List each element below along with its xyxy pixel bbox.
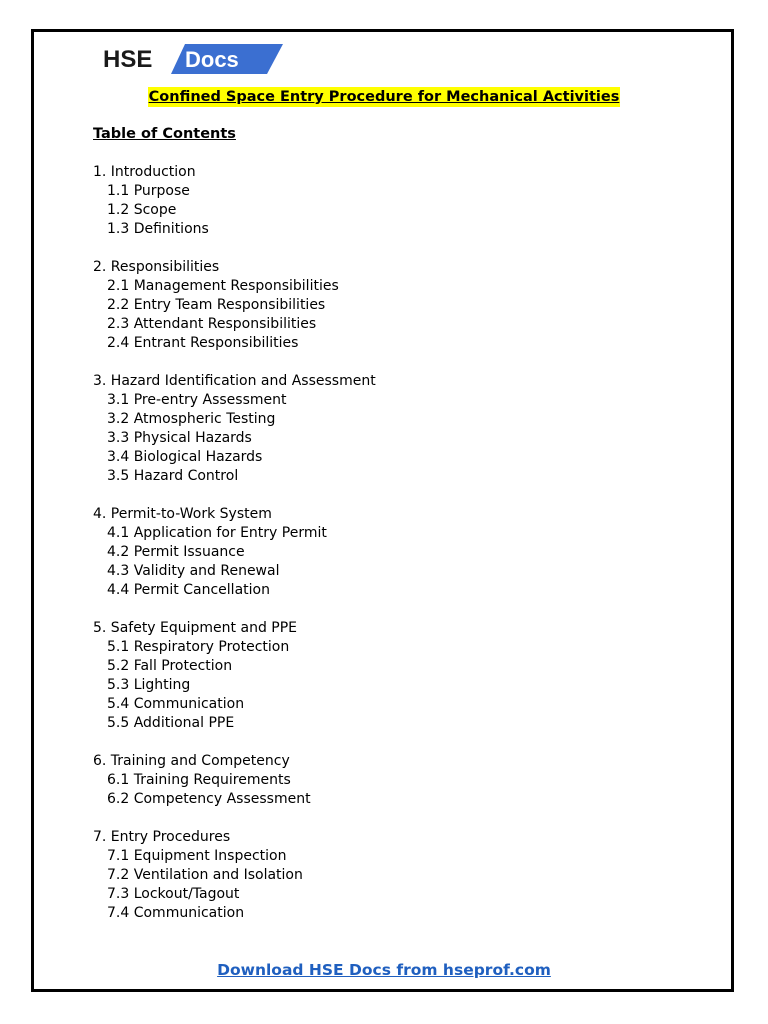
toc-subsection: 7.4 Communication	[107, 905, 245, 921]
table-of-contents	[93, 163, 376, 942]
toc-subsection: 2.2 Entry Team Responsibilities	[107, 297, 326, 313]
toc-subsection: 4.2 Permit Issuance	[107, 544, 245, 560]
logo-docs-text: Docs	[185, 47, 239, 72]
toc-subsection: 5.4 Communication	[107, 696, 245, 712]
toc-subsection: 2.3 Attendant Responsibilities	[107, 316, 317, 332]
toc-section	[93, 163, 376, 239]
toc-subsection: 3.3 Physical Hazards	[107, 430, 252, 446]
toc-section	[93, 619, 376, 733]
toc-subsection: 5.5 Additional PPE	[107, 715, 235, 731]
toc-subsection: 3.4 Biological Hazards	[107, 449, 263, 465]
toc-subsection: 1.2 Scope	[107, 202, 177, 218]
toc-subsection: 2.4 Entrant Responsibilities	[107, 335, 299, 351]
toc-subsection: 4.1 Application for Entry Permit	[107, 525, 327, 541]
toc-section-title: 3. Hazard Identification and Assessment	[93, 373, 376, 389]
toc-subsection: 4.4 Permit Cancellation	[107, 582, 270, 598]
toc-subsection: 7.2 Ventilation and Isolation	[107, 867, 303, 883]
toc-subsection: 7.1 Equipment Inspection	[107, 848, 287, 864]
download-link[interactable]: Download HSE Docs from hseprof.com	[217, 961, 551, 979]
hse-docs-logo	[103, 44, 293, 76]
toc-subsection: 1.3 Definitions	[107, 221, 209, 237]
logo-hse-text: HSE	[103, 46, 153, 73]
toc-subsection: 1.1 Purpose	[107, 183, 190, 199]
document-title: Confined Space Entry Procedure for Mechanical Activities	[148, 89, 620, 105]
toc-section-title: 5. Safety Equipment and PPE	[93, 620, 298, 636]
toc-heading: Table of Contents	[93, 126, 236, 142]
toc-subsection: 3.5 Hazard Control	[107, 468, 239, 484]
toc-section-title: 4. Permit-to-Work System	[93, 506, 272, 522]
toc-section-title: 2. Responsibilities	[93, 259, 220, 275]
toc-subsection: 7.3 Lockout/Tagout	[107, 886, 240, 902]
toc-subsection: 5.1 Respiratory Protection	[107, 639, 290, 655]
toc-subsection: 5.2 Fall Protection	[107, 658, 233, 674]
toc-subsection: 6.1 Training Requirements	[107, 772, 291, 788]
toc-subsection: 3.1 Pre-entry Assessment	[107, 392, 287, 408]
toc-section	[93, 258, 376, 353]
toc-subsection: 5.3 Lighting	[107, 677, 191, 693]
toc-section-title: 6. Training and Competency	[93, 753, 290, 769]
toc-section	[93, 505, 376, 600]
toc-section	[93, 828, 376, 923]
toc-subsection: 3.2 Atmospheric Testing	[107, 411, 276, 427]
toc-section	[93, 372, 376, 486]
toc-section-title: 7. Entry Procedures	[93, 829, 231, 845]
toc-subsection: 2.1 Management Responsibilities	[107, 278, 339, 294]
toc-subsection: 4.3 Validity and Renewal	[107, 563, 280, 579]
toc-subsection: 6.2 Competency Assessment	[107, 791, 311, 807]
toc-section-title: 1. Introduction	[93, 164, 196, 180]
toc-section	[93, 752, 376, 809]
